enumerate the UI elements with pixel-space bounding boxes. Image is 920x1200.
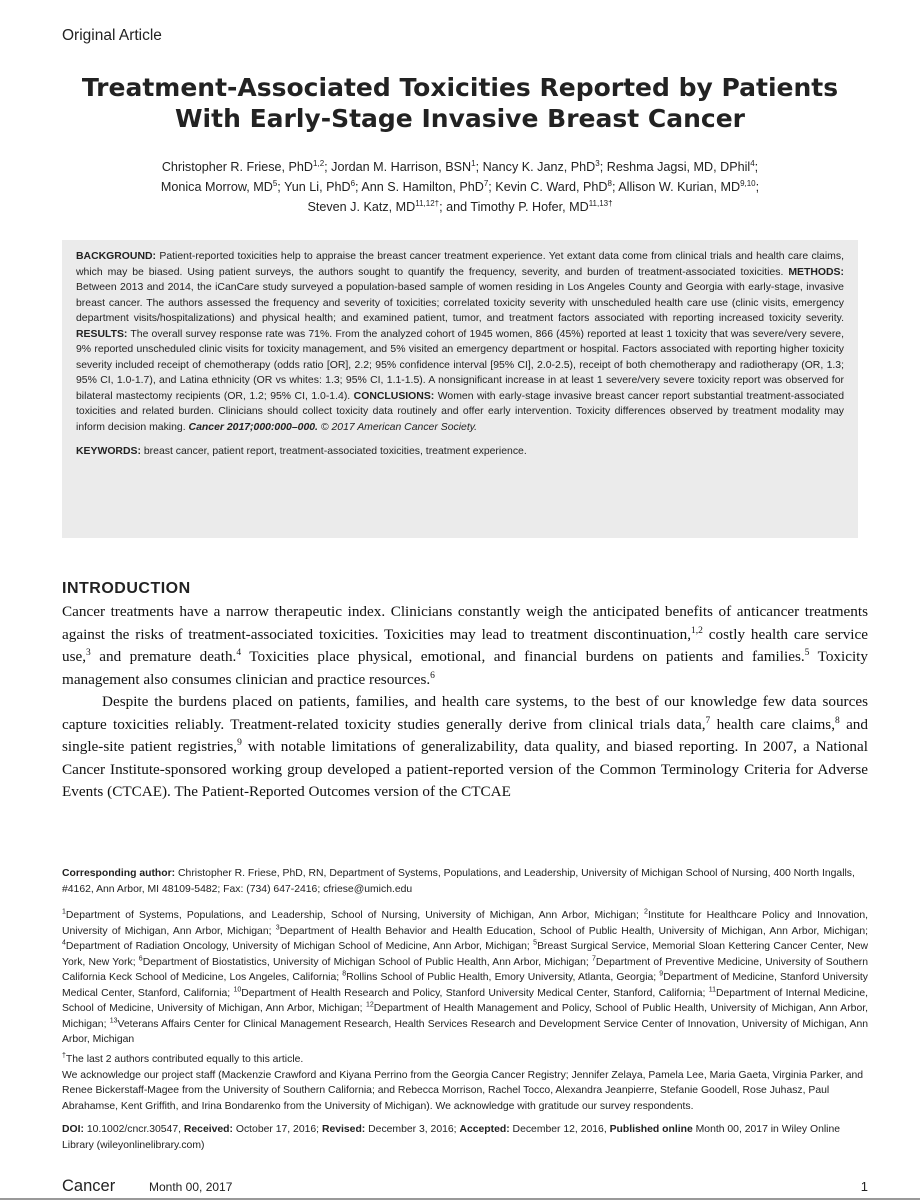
- author-name: Yun Li, PhD: [284, 180, 351, 194]
- author-line-3: Steven J. Katz, $MD^{11,12\dagger}$; and Timothy P. Hofer, $MD^{11,13\dagger}$: [307, 198, 613, 214]
- intro-paragraph-2: Despite the burdens placed on patients, families, and health care systems, to the best of our knowledge few data sources capture toxicities reliably. Treatment-related toxicity studies generally derive from clinical trials data,$^7$ health care claims,$^8$ and single-site patient registries,$^9$ with notable limitations of generalizability, data quality, and biased reporting. In 2007, a National Cancer Institute-sponsored working group developed a patient-reported version of the Common Terminology Criteria for Adverse Events (CTCAE). The Patient-Reported Outcomes version of the CTCAE: [62, 693, 868, 800]
- affiliation-number: 4: [62, 939, 66, 947]
- author-line-1: Christopher R. Friese, PhD$^{1,2}$; Jordan M. Harrison, BSN$^1$; Nancy K. Janz, PhD$^3$; Reshma Jagsi, MD, DPhil$^4$;: [161, 158, 759, 174]
- abstract-text: [76, 249, 844, 435]
- page-number: 1: [860, 1179, 868, 1194]
- copyright-notice: © 2017 American Cancer Society.: [320, 421, 478, 433]
- results-text: The overall survey response rate was 71%. From the analyzed cohort of 1945 women, 866 (45%) reported at least 1 toxicity that was severe/very severe, 9% reported unscheduled clinic visits for toxicity management, and 5% visited an emergency department or hospital. Factors associated with reporting higher toxicity severity included receipt of chemotherapy (odds ratio [OR], 2.2; 95% confidence interval [95% CI], 2.0-2.5), receipt of both chemotherapy and radiotherapy (OR, 1.3; 95% CI, 1.0-1.7), and Latina ethnicity (OR vs whites: 1.3; 95% CI, 1.1-1.5). A nonsignificant increase in at least 1 severe/very severe toxicity report was observed for bilateral mastectomy recipients (OR, 1.2; 95% CI, 1.0-1.4).: [76, 328, 844, 402]
- affiliation-number: 5: [533, 939, 538, 947]
- article-title: [80, 72, 840, 134]
- journal-citation: Cancer 2017;000:000–000.: [188, 421, 318, 433]
- citation-ref: 9: [237, 737, 242, 748]
- affiliation-number: 1: [62, 908, 66, 916]
- affiliations-list: [62, 908, 868, 1048]
- affiliation-text: Veterans Affairs Center for Clinical Management Research, Health Services Research and Development Service Center of Innovation, University of Michigan, Ann Arbor, Michigan: [62, 1018, 868, 1045]
- affiliation-number: 9: [659, 970, 664, 978]
- author-affiliation-ref: 8: [607, 178, 612, 188]
- author-name: Nancy K. Janz, PhD: [482, 160, 596, 174]
- affiliation-text: Department of Biostatistics, University of Michigan School of Public Health, Ann Arbor, Michigan;: [142, 956, 592, 968]
- keywords-label: KEYWORDS:: [76, 446, 141, 457]
- author-name: Steven J. Katz, MD: [307, 200, 416, 214]
- publication-info: DOI: 10.1002/cncr.30547, Received: October 17, 2016; Revised: December 3, 2016; Accepted: December 12, 2016, Published online Month 00, 2017 in Wiley Online Library (wileyonlinelibrary.com): [62, 1124, 841, 1151]
- author-name: Allison W. Kurian, MD: [618, 180, 741, 194]
- background-text: Patient-reported toxicities help to appraise the breast cancer treatment experience. Yet extant data come from clinical trials and health care claims, which may be biased. Using patient surveys, the authors sought to quantify the frequency, severity, and burden of treatment-associated toxicities.: [76, 251, 844, 278]
- article-title-line-1: Treatment-Associated Toxicities Reported by Patients: [81, 73, 839, 102]
- author-name: Christopher R. Friese, PhD: [161, 160, 314, 174]
- affiliation-text: Department of Preventive Medicine, University of Southern California Keck School of Medicine, Los Angeles, California;: [62, 956, 868, 983]
- affiliation-number: 8: [342, 970, 347, 978]
- affiliation-number: 6: [138, 955, 143, 963]
- affiliation-text: Institute for Healthcare Policy and Innovation, University of Michigan, Ann Arbor, Michigan;: [62, 910, 868, 937]
- corresponding-author-note: [62, 866, 868, 897]
- author-name: Jordan M. Harrison, BSN: [331, 160, 472, 174]
- background-label: BACKGROUND:: [76, 251, 157, 262]
- affiliation-number: 11: [708, 986, 716, 994]
- affiliation-number: 10: [233, 986, 242, 994]
- abstract-box: [62, 240, 858, 538]
- affiliation-text: Department of Radiation Oncology, University of Michigan School of Medicine, Ann Arbor, Michigan;: [65, 941, 534, 952]
- author-name: Reshma Jagsi, MD, DPhil: [606, 160, 751, 174]
- corresponding-text: Christopher R. Friese, PhD, RN, Department of Systems, Populations, and Leadership, University of Michigan School of Nursing, 400 North Ingalls, #4162, Ann Arbor, MI 48109-5482; Fax: (734) 647-2416; cfriese@umich.edu: [62, 868, 855, 895]
- affiliation-number: 2: [644, 908, 648, 916]
- corresponding-label: Corresponding author:: [62, 868, 176, 879]
- conclusions-label: CONCLUSIONS:: [353, 390, 435, 402]
- affiliation-text: Department of Internal Medicine, School of Medicine, University of Michigan, Ann Arbor, Michigan;: [62, 987, 868, 1014]
- affiliation-text: Department of Health Behavior and Health Education, School of Public Health, University of Michigan, Ann Arbor, Michigan;: [279, 925, 868, 937]
- affiliation-text: Breast Surgical Service, Memorial Sloan Kettering Cancer Center, New York, New York;: [62, 941, 868, 968]
- footer-date: Month 00, 2017: [149, 1180, 233, 1194]
- article-type-label: Original Article: [62, 27, 162, 44]
- equal-contribution-note: †The last 2 authors contributed equally to this article.: [62, 1052, 304, 1065]
- author-notes: [62, 1052, 868, 1114]
- affiliation-text: Department of Health Research and Policy, Stanford University Medical Center, Stanford, California;: [241, 987, 709, 999]
- author-list: [90, 157, 830, 217]
- author-affiliation-ref: 11,13†: [588, 198, 613, 208]
- doi-value: 10.1002/cncr.30547,: [83, 1124, 184, 1135]
- author-affiliation-ref: 1: [471, 158, 476, 168]
- affiliation-number: 13: [109, 1017, 118, 1025]
- keywords: [76, 444, 844, 459]
- author-affiliation-ref: 7: [483, 178, 489, 188]
- author-name: Kevin C. Ward, PhD: [495, 180, 608, 194]
- affiliation-text: Department of Health Management and Policy, School of Public Health, University of Michigan, Ann Arbor, Michigan;: [62, 1003, 868, 1030]
- introduction-heading: INTRODUCTION: [62, 580, 191, 597]
- keywords-text: breast cancer, patient report, treatment-associated toxicities, treatment experience.: [143, 446, 527, 457]
- methods-label: METHODS:: [788, 266, 844, 278]
- author-affiliation-ref: 3: [595, 158, 600, 168]
- author-name: Ann S. Hamilton, PhD: [361, 180, 484, 194]
- affiliation-text: Rollins School of Public Health, Emory University, Atlanta, Georgia;: [346, 972, 660, 983]
- affiliation-number: 12: [366, 1001, 374, 1009]
- citation-ref: 5: [804, 647, 810, 658]
- intro-paragraph-1: Cancer treatments have a narrow therapeutic index. Clinicians constantly weigh the anticipated benefits of anticancer treatments against the risks of treatment-associated toxicities. Toxicities may lead to treatment discontinuation,$^{1,2}$ costly health care service use,$^3$ and premature death.$^4$ Toxicities place physical, emotional, and financial burdens on patients and families.$^5$ Toxicity management also consumes clinician and practice resources.$^6$: [62, 603, 869, 688]
- methods-text: Between 2013 and 2014, the iCanCare study surveyed a population-based sample of women residing in Los Angeles County and Georgia with early-stage, invasive breast cancer. The authors assessed the frequency and severity of toxicities; correlated toxicity severity with unscheduled health care use (clinic visits, emergency department visits/hospitalizations) and physical health; and examined patient, tumor, and treatment factors associated with reporting increased toxicity severity.: [76, 282, 844, 324]
- citation-ref: 6: [430, 670, 435, 681]
- affiliation-text: Department of Systems, Populations, and Leadership, School of Nursing, University of Michigan, Ann Arbor, Michigan;: [65, 910, 645, 921]
- acknowledgment-note: We acknowledge our project staff (Mackenzie Crawford and Kiyana Perrino from the Georgia Cancer Registry; Jennifer Zelaya, Pamela Lee, Maria Gaeta, Virginia Parker, and Renee Bickerstaff-Magee from the University of Southern California; and Rebecca Morrison, Rachel Tocco, Alexandra Jeanpierre, Stefanie Goodell, Rose Juhasz, Paul Abrahamse, Kent Griffith, and Irina Bondarenko from the University of Michigan). We acknowledge with gratitude our survey respondents.: [62, 1069, 864, 1112]
- footer-journal-name: Cancer: [62, 1177, 116, 1195]
- citation-ref: 1,2: [691, 625, 703, 636]
- conclusions-text: Women with early-stage invasive breast cancer report substantial treatment-associated toxicities and related burden. Clinicians should collect toxicity data routinely and offer early intervention. Toxicity differences observed by treatment modality may inform decision making.: [76, 390, 845, 433]
- results-label: RESULTS:: [76, 328, 128, 340]
- author-name: Timothy P. Hofer, MD: [470, 200, 589, 214]
- author-affiliation-ref: 9,10: [740, 178, 756, 188]
- author-name: Monica Morrow, MD: [160, 180, 273, 194]
- citation-ref: 4: [236, 647, 242, 658]
- citation-ref: 7: [705, 715, 711, 726]
- article-title-line-2: With Early-Stage Invasive Breast Cancer: [174, 104, 746, 133]
- affiliation-text: Department of Medicine, Stanford University Medical Center, Stanford, California;: [62, 972, 868, 999]
- author-affiliation-ref: 1,2: [313, 158, 325, 168]
- affiliation-number: 7: [591, 955, 596, 963]
- author-line-2: Monica Morrow, $MD^5$; Yun Li, PhD$^6$; Ann S. Hamilton, PhD$^7$; Kevin C. Ward, PhD$^8$; Allison W. Kurian, MD$^{9,10}$;: [160, 178, 760, 194]
- author-affiliation-ref: 11,12†: [415, 198, 440, 208]
- author-affiliation-ref: 5: [272, 178, 278, 188]
- author-affiliation-ref: 6: [350, 178, 356, 188]
- introduction-body: [62, 601, 868, 804]
- affiliation-number: 3: [275, 924, 280, 932]
- author-affiliation-ref: 4: [750, 158, 755, 168]
- citation-ref: 3: [86, 647, 91, 658]
- citation-ref: 8: [835, 715, 840, 726]
